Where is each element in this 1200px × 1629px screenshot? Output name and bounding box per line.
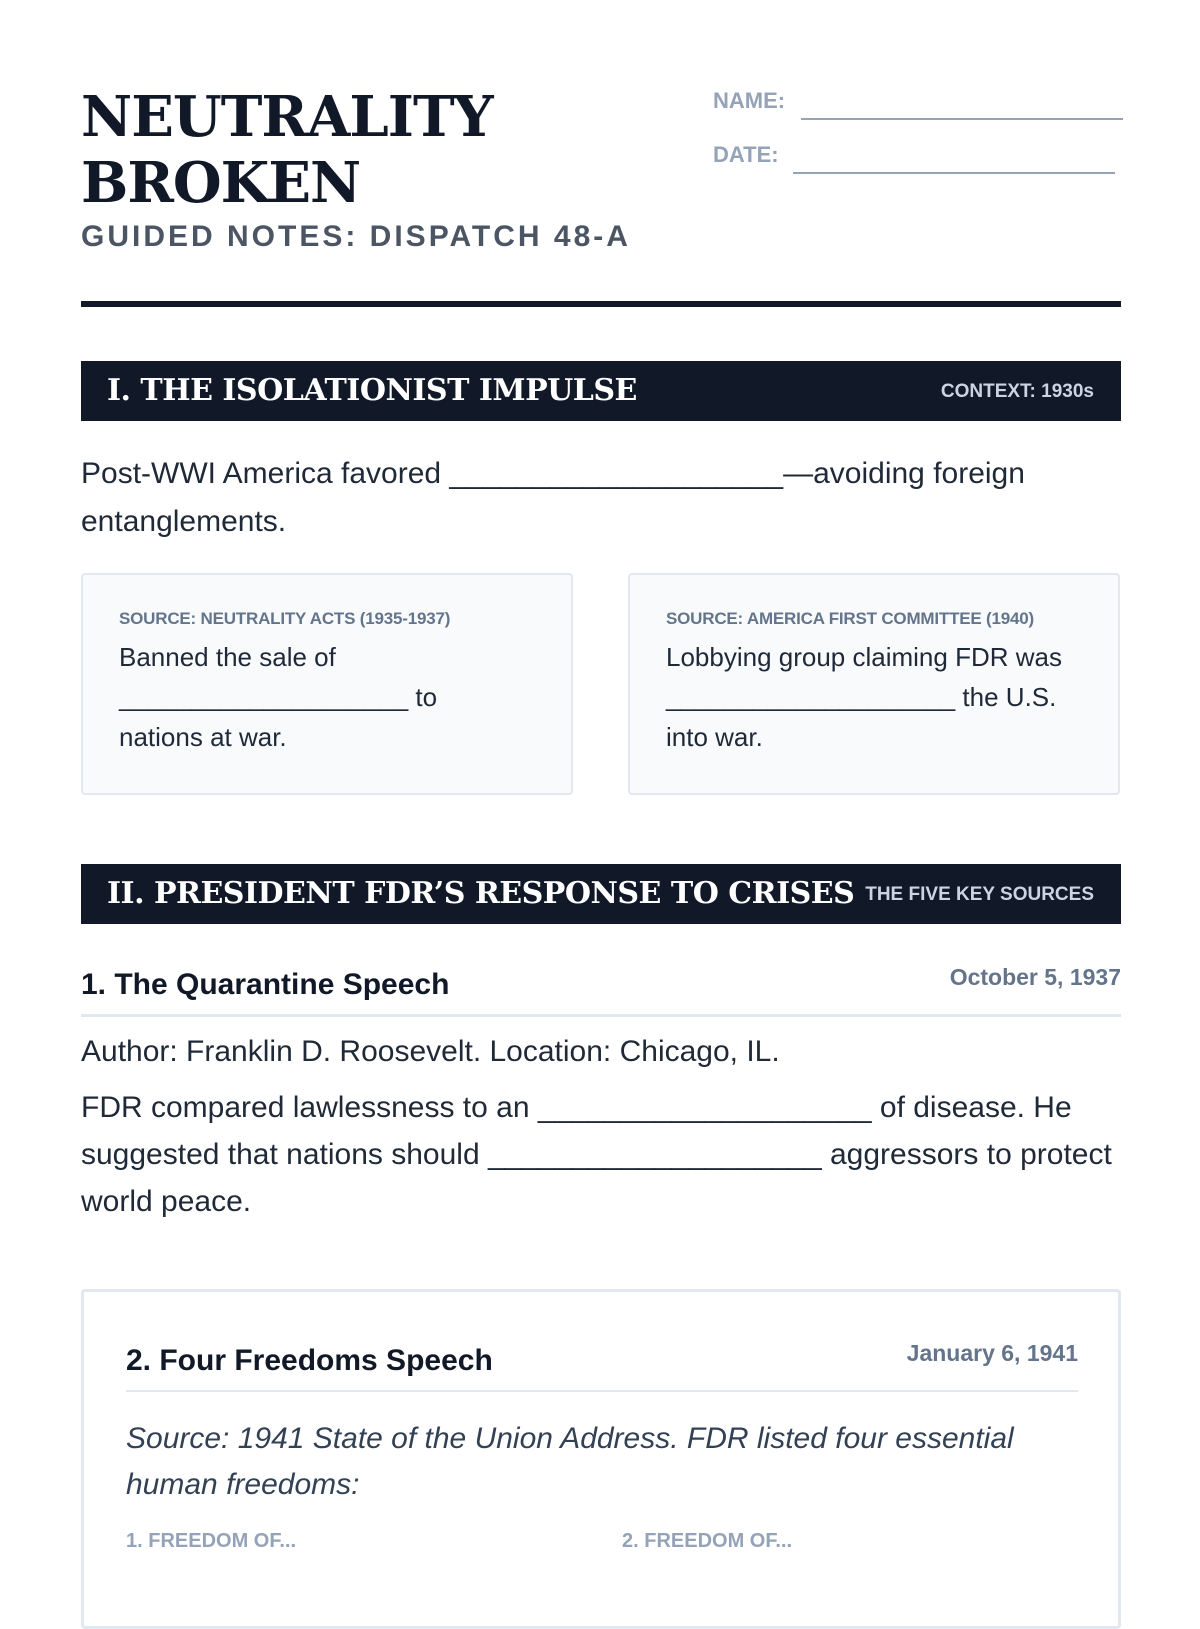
source-card-america-first: [628, 573, 1120, 795]
title-line-2: BROKEN: [81, 150, 361, 216]
source-card-neutrality-acts: [81, 573, 573, 795]
freedom-label-1: 1. FREEDOM OF...: [126, 1530, 297, 1552]
name-row: [713, 84, 1123, 138]
source-card-label: SOURCE: AMERICA FIRST COMMITTEE (1940): [666, 609, 1034, 628]
page-title: [81, 84, 493, 216]
section-2-tag: THE FIVE KEY SOURCES: [865, 884, 1094, 905]
student-info: [713, 84, 1123, 192]
quarantine-speech-title: 1. The Quarantine Speech: [81, 968, 450, 1001]
section-1-intro: Post-WWI America favored ____________________—avoiding foreign entanglements.: [81, 457, 1025, 538]
four-freedoms-box: [81, 1289, 1121, 1629]
section-1-title: I. THE ISOLATIONIST IMPULSE: [107, 373, 637, 408]
date-row: [713, 138, 1123, 192]
quarantine-speech-date: October 5, 1937: [949, 964, 1121, 990]
name-field[interactable]: [801, 118, 1123, 120]
section-2-title: II. PRESIDENT FDR’S RESPONSE TO CRISES: [107, 876, 855, 911]
section-2-header: [81, 864, 1121, 924]
four-freedoms-title: 2. Four Freedoms Speech: [126, 1344, 493, 1377]
source-card-text: Lobbying group claiming FDR was ____________________ the U.S. into war.: [666, 642, 1062, 752]
title-line-1: NEUTRALITY: [81, 84, 493, 150]
four-freedoms-date: January 6, 1941: [906, 1340, 1078, 1366]
four-freedoms-header: [126, 1340, 1078, 1392]
date-label: DATE:: [713, 142, 779, 167]
section-1-header: [81, 361, 1121, 421]
source-card-label: SOURCE: NEUTRALITY ACTS (1935-1937): [119, 609, 451, 628]
quarantine-speech-header: [81, 964, 1121, 1017]
four-freedoms-source: Source: 1941 State of the Union Address. FDR listed four essential human freedoms:: [126, 1422, 1014, 1501]
section-1-tag: CONTEXT: 1930s: [940, 381, 1094, 402]
quarantine-speech-notes: FDR compared lawlessness to an ____________________ of disease. He suggested that nations should ____________________ aggressors to protect world peace.: [81, 1091, 1112, 1218]
name-label: NAME:: [713, 88, 786, 113]
freedom-label-2: 2. FREEDOM OF...: [622, 1530, 793, 1552]
source-card-text: Banned the sale of ____________________ to nations at war.: [119, 642, 438, 752]
date-field[interactable]: [793, 172, 1115, 174]
header-divider: [81, 301, 1121, 307]
quarantine-speech-author: Author: Franklin D. Roosevelt. Location: Chicago, IL.: [81, 1035, 780, 1068]
page-subtitle: GUIDED NOTES: DISPATCH 48-A: [81, 220, 631, 253]
